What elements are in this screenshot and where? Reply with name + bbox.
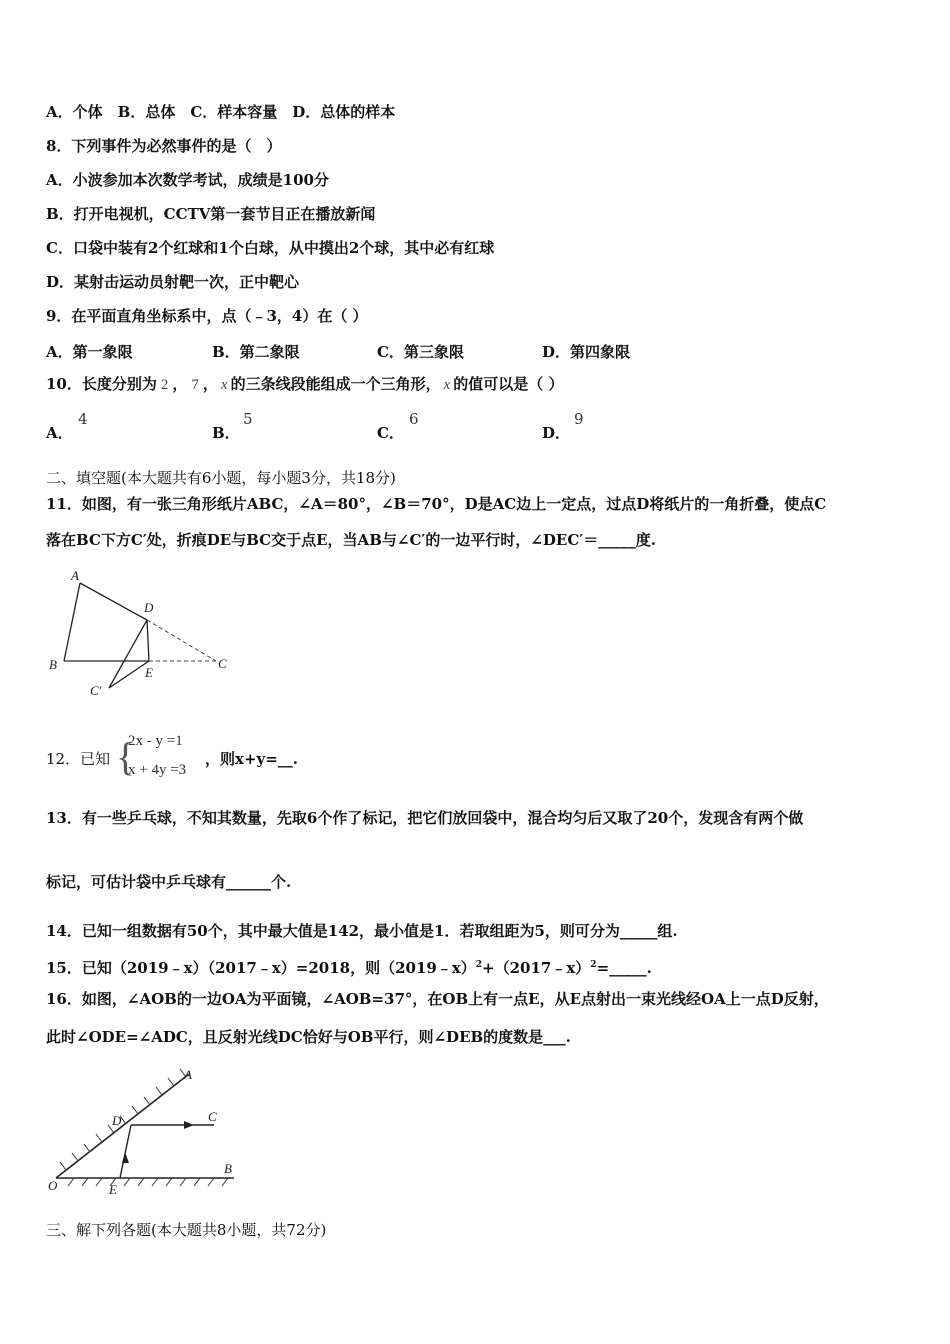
section3-title: 三、解下列各题(本大题共8小题，共72分)	[46, 1221, 327, 1239]
q10-option-d-value: 9	[574, 410, 584, 428]
q10-option-d: D．	[542, 424, 571, 442]
q16-label-b: B	[224, 1161, 232, 1176]
q8-stem: 8．下列事件为必然事件的是（ ）	[46, 137, 282, 155]
q7-options: A．个体 B．总体 C．样本容量 D．总体的样本	[46, 103, 396, 121]
q16-line1: 16．如图，∠AOB的一边OA为平面镜，∠AOB=37°，在OB上有一点E，从E点射出一束光线经OA上一点D反射，	[46, 990, 829, 1008]
q16-mirror-figure	[44, 1062, 244, 1202]
q11-label-c: C	[218, 656, 227, 671]
q10-option-a: A．	[46, 424, 73, 442]
q11-label-d: D	[144, 600, 154, 615]
q16-label-d: D	[112, 1113, 122, 1128]
q14: 14．已知一组数据有50个，其中最大值是142，最小值是1．若取组距为5，则可分为_____组.	[46, 922, 678, 940]
q9-option-a: A．第一象限	[46, 343, 133, 361]
q8-option-c: C．口袋中装有2个红球和1个白球，从中摸出2个球，其中必有红球	[46, 239, 495, 257]
q9-stem: 9．在平面直角坐标系中，点（﹣3，4）在（ ）	[46, 307, 368, 325]
q16-label-c: C	[208, 1109, 217, 1124]
section2-title: 二、填空题(本大题共有6小题，每小题3分，共18分)	[46, 469, 396, 487]
q11-label-a: A	[71, 568, 79, 583]
q16-label-o: O	[48, 1178, 58, 1193]
q11-label-b: B	[49, 657, 57, 672]
q11-label-cprime: C′	[90, 683, 102, 698]
q10-option-c-value: 6	[409, 410, 419, 428]
q12-prefix: 12．已知	[46, 750, 111, 768]
q9-option-c: C．第三象限	[377, 343, 464, 361]
q13-line2: 标记，可估计袋中乒乓球有______个.	[46, 873, 292, 891]
q16-label-a: A	[184, 1067, 192, 1082]
q10-option-b: B．	[212, 424, 240, 442]
q12-brace: {	[116, 734, 136, 779]
q9-option-b: B．第二象限	[212, 343, 300, 361]
q10-option-a-value: 4	[78, 410, 88, 428]
q13-line1: 13．有一些乒乓球，不知其数量，先取6个作了标记，把它们放回袋中，混合均匀后又取了20个，发现含有两个做	[46, 809, 804, 827]
q16-label-e: E	[109, 1182, 117, 1197]
q15: 15．已知（2019﹣x）（2017﹣x）=2018，则（2019﹣x）$^2$+（2017﹣x）$^2$=_____.	[46, 959, 652, 977]
q8-option-b: B．打开电视机，CCTV第一套节目正在播放新闻	[46, 205, 376, 223]
q9-option-d: D．第四象限	[542, 343, 631, 361]
q10-option-b-value: 5	[243, 410, 253, 428]
q12-equation-2: x + 4y =3	[128, 762, 187, 778]
q8-option-a: A．小波参加本次数学考试，成绩是100分	[46, 171, 329, 189]
q10-option-c: C．	[377, 424, 404, 442]
q16-line2: 此时∠ODE=∠ADC，且反射光线DC恰好与OB平行，则∠DEB的度数是___.	[46, 1028, 571, 1046]
q12-suffix: ，则x+y=__.	[205, 750, 299, 768]
q11-line2: 落在BC下方C′处，折痕DE与BC交于点E，当AB与∠C′的一边平行时，∠DEC′＝_____度.	[46, 531, 656, 549]
q8-option-d: D．某射击运动员射靶一次，正中靶心	[46, 273, 300, 291]
q10-stem: 10．长度分别为 2 ， 7 ， x 的三条线段能组成一个三角形， x 的值可以是（ ）	[46, 375, 564, 393]
q11-triangle-figure	[44, 565, 244, 705]
q12-equation-1: 2x - y =1	[128, 733, 183, 749]
q11-line1: 11．如图，有一张三角形纸片ABC，∠A＝80°，∠B＝70°，D是AC边上一定点，过点D将纸片的一角折叠，使点C	[46, 495, 827, 513]
q11-label-e: E	[145, 665, 153, 680]
